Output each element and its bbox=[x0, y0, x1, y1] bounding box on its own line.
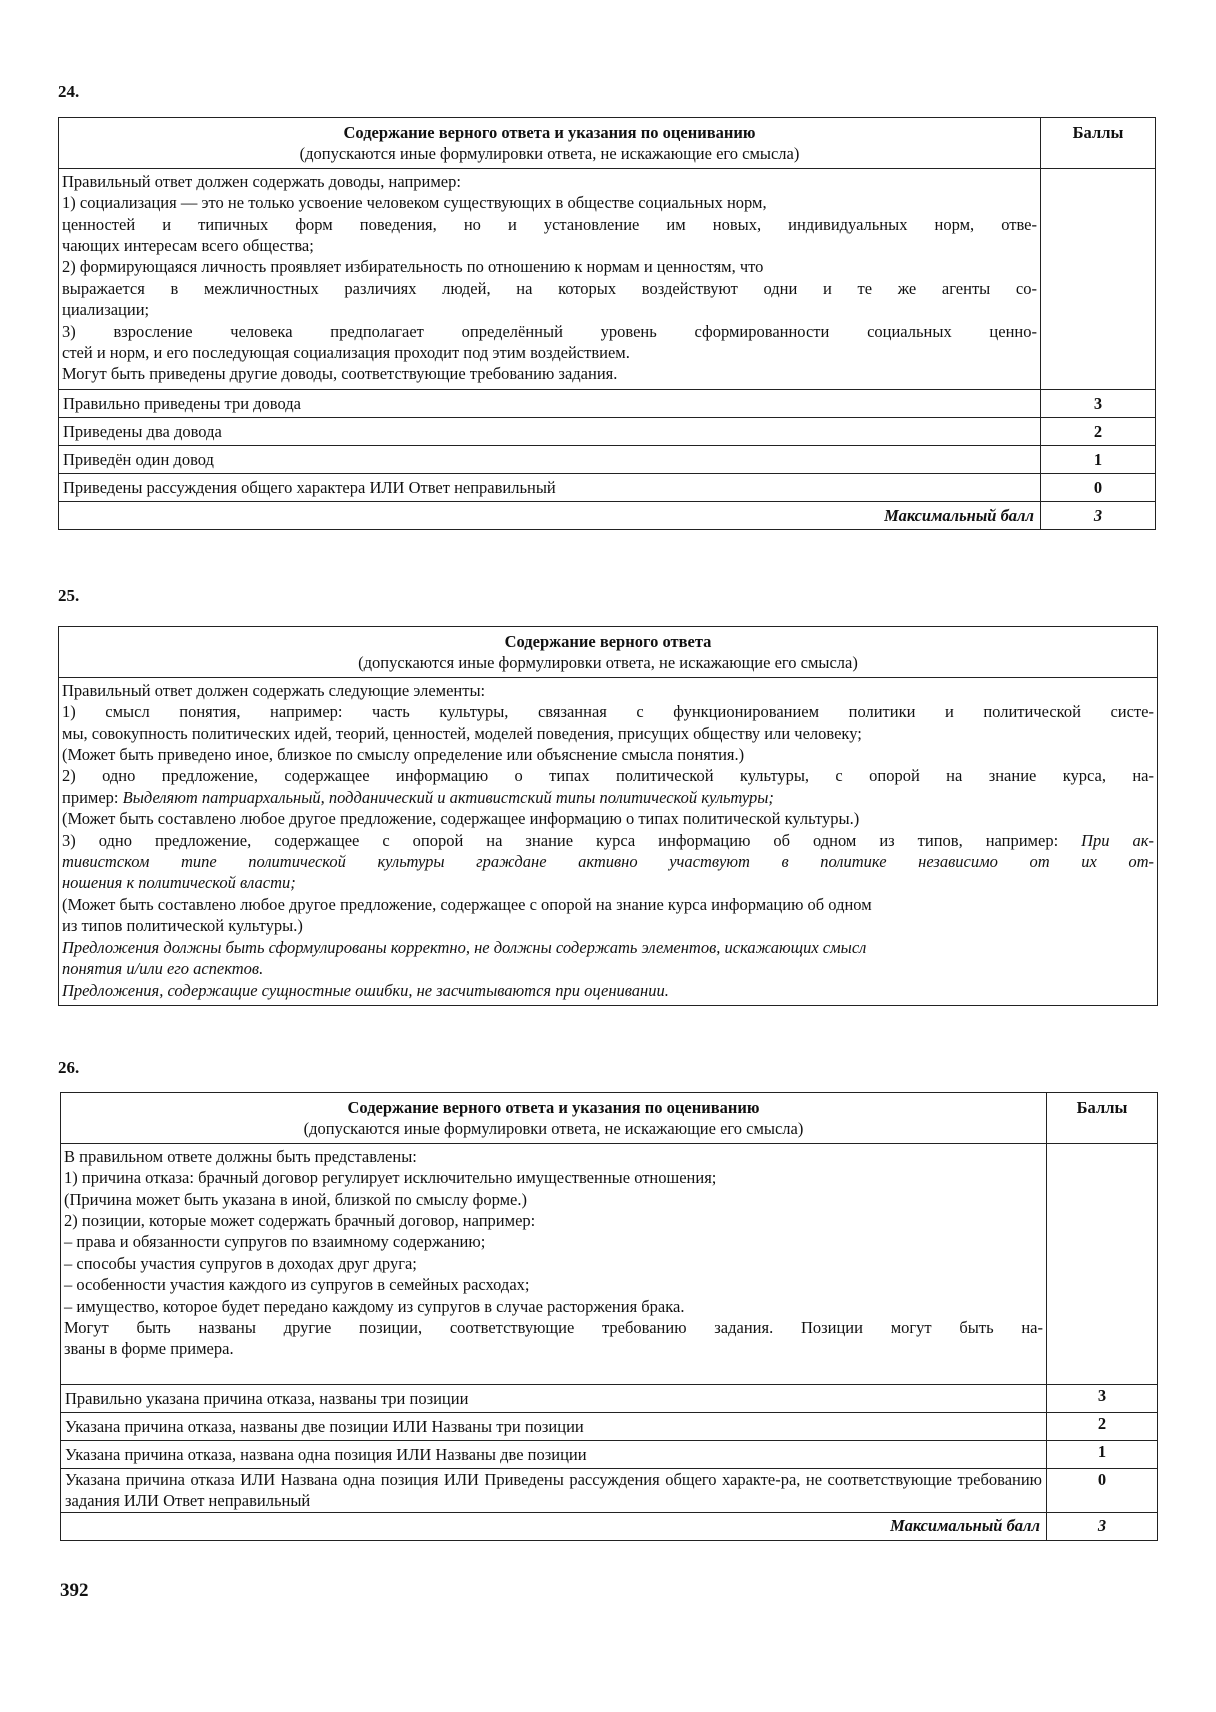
text-line bbox=[62, 723, 1154, 744]
q26-table bbox=[60, 1092, 1158, 1541]
text-line bbox=[62, 958, 1154, 979]
text-line bbox=[62, 915, 1154, 936]
text-line bbox=[62, 363, 1037, 384]
header-title: Содержание верного ответа и указания по оцениванию bbox=[347, 1098, 760, 1117]
score: 2 bbox=[1047, 1412, 1158, 1440]
header-subtitle: (допускаются иные формулировки ответа, не искажающие его смысла) bbox=[299, 144, 800, 164]
header-cell bbox=[59, 627, 1158, 678]
italic-text: Предложения должны быть сформулированы корректно, не должны содержать элементов, искажающих смысл bbox=[62, 937, 867, 957]
text: пример: bbox=[62, 787, 123, 807]
header-cell bbox=[61, 1093, 1047, 1144]
text: 3) одно предложение, содержащее с опорой на знание курса информацию об одном из типов, например: bbox=[62, 830, 1082, 850]
q24-table bbox=[58, 117, 1156, 530]
text-line bbox=[64, 1146, 1043, 1167]
text: Правильный ответ должен содержать следующие элементы: bbox=[62, 680, 486, 700]
text-line bbox=[62, 744, 1154, 765]
text: 1) смысл понятия, например: часть культуры, связанная с функционированием политики и политической систе- bbox=[62, 702, 1154, 722]
header-title: Содержание верного ответа и указания по оцениванию bbox=[343, 123, 756, 142]
text: Могут быть названы другие позиции, соответствующие требованию задания. Позиции могут быть на- bbox=[64, 1318, 1043, 1338]
question-number: 24. bbox=[58, 82, 80, 101]
text: мы, совокупность политических идей, теорий, ценностей, моделей поведения, присущих обществу или человеку; bbox=[62, 723, 862, 743]
text: (Может быть составлено любое другое предложение, содержащее с опорой на знание курса информацию об одном bbox=[62, 894, 872, 914]
text: 1) социализация — это не только усвоение человеком существующих в обществе социальных норм, bbox=[62, 193, 767, 213]
text: 3) взросление человека предполагает определённый уровень сформированности социальных ценно- bbox=[62, 321, 1037, 341]
criterion: Указана причина отказа, названа одна позиция ИЛИ Названы две позиции bbox=[61, 1440, 1047, 1468]
text: (Может быть приведено иное, близкое по смыслу определение или объяснение смысла понятия.) bbox=[62, 745, 745, 765]
text: (Причина может быть указана в иной, близкой по смыслу форме.) bbox=[64, 1189, 527, 1209]
text-line bbox=[62, 192, 1037, 213]
text: из типов политической культуры.) bbox=[62, 916, 303, 936]
text-line bbox=[64, 1274, 1043, 1295]
text: В правильном ответе должны быть представлены: bbox=[64, 1146, 417, 1166]
italic-text: ношения к политической власти; bbox=[62, 873, 296, 893]
text-line bbox=[62, 214, 1037, 235]
text-line bbox=[62, 256, 1037, 277]
text: Правильный ответ должен содержать доводы, например: bbox=[62, 171, 461, 191]
text-line bbox=[64, 1231, 1043, 1252]
text: – права и обязанности супругов по взаимному содержанию; bbox=[64, 1232, 486, 1252]
text-line bbox=[62, 808, 1154, 829]
question-number: 25. bbox=[58, 586, 80, 605]
text: выражается в межличностных различиях людей, на которых воздействуют одни и те же агенты со- bbox=[62, 278, 1037, 298]
score: 3 bbox=[1041, 389, 1156, 417]
text-line bbox=[64, 1253, 1043, 1274]
answer-content bbox=[61, 1143, 1047, 1384]
header-cell bbox=[59, 118, 1041, 169]
criterion: Приведены два довода bbox=[59, 417, 1041, 445]
score-header: Баллы bbox=[1076, 1098, 1128, 1117]
text: 2) формирующаяся личность проявляет избирательность по отношению к нормам и ценностям, что bbox=[62, 257, 764, 277]
criterion: Указана причина отказа ИЛИ Названа одна позиция ИЛИ Приведены рассуждения общего характе-ра, не соответствующие требованию задания ИЛИ Ответ неправильный bbox=[61, 1468, 1047, 1512]
text-line bbox=[62, 765, 1154, 786]
max-score-value: 3 bbox=[1047, 1512, 1158, 1540]
text-line bbox=[64, 1296, 1043, 1317]
italic-text: понятия и/или его аспектов. bbox=[62, 959, 264, 979]
text-line bbox=[62, 342, 1037, 363]
text: 1) причина отказа: брачный договор регулирует исключительно имущественные отношения; bbox=[64, 1168, 717, 1188]
score: 2 bbox=[1041, 417, 1156, 445]
text: циализации; bbox=[62, 300, 150, 320]
text: званы в форме примера. bbox=[64, 1339, 234, 1359]
criterion: Правильно приведены три довода bbox=[59, 389, 1041, 417]
page-number: 392 bbox=[60, 1580, 89, 1601]
score: 0 bbox=[1047, 1468, 1158, 1512]
score: 1 bbox=[1041, 445, 1156, 473]
text-line bbox=[62, 980, 1154, 1001]
italic-text: Предложения, содержащие сущностные ошибки, не засчитываются при оценивании. bbox=[62, 980, 669, 1000]
italic-text: При ак- bbox=[1081, 830, 1154, 850]
text: чающих интересам всего общества; bbox=[62, 236, 314, 256]
score: 3 bbox=[1047, 1384, 1158, 1412]
header-subtitle: (допускаются иные формулировки ответа, не искажающие его смысла) bbox=[303, 1119, 804, 1139]
text: 2) позиции, которые может содержать брачный договор, например: bbox=[64, 1211, 536, 1231]
text-line bbox=[62, 299, 1037, 320]
text-line bbox=[64, 1189, 1043, 1210]
text: ценностей и типичных форм поведения, но и установление им новых, индивидуальных норм, отве- bbox=[62, 214, 1037, 234]
text-line bbox=[62, 321, 1037, 342]
text: – способы участия супругов в доходах друг друга; bbox=[64, 1253, 417, 1273]
text-line bbox=[62, 830, 1154, 851]
max-score-value: 3 bbox=[1041, 501, 1156, 529]
answer-content bbox=[59, 677, 1158, 1005]
score-header: Баллы bbox=[1072, 123, 1124, 142]
text-line bbox=[62, 872, 1154, 893]
text: – имущество, которое будет передано каждому из супругов в случае расторжения брака. bbox=[64, 1296, 685, 1316]
text-line bbox=[62, 937, 1154, 958]
criterion: Приведены рассуждения общего характера ИЛИ Ответ неправильный bbox=[59, 473, 1041, 501]
criterion: Приведён один довод bbox=[59, 445, 1041, 473]
text-line bbox=[62, 235, 1037, 256]
text: 2) одно предложение, содержащее информацию о типах политической культуры, с опорой на знание курса, на- bbox=[62, 766, 1154, 786]
italic-text: Выделяют патриархальный, подданический и активистский типы политической культуры; bbox=[122, 787, 774, 807]
score: 1 bbox=[1047, 1440, 1158, 1468]
text-line bbox=[62, 680, 1154, 701]
criterion: Правильно указана причина отказа, названы три позиции bbox=[61, 1384, 1047, 1412]
score: 0 bbox=[1041, 473, 1156, 501]
question-number: 26. bbox=[58, 1058, 80, 1077]
header-subtitle: (допускаются иные формулировки ответа, не искажающие его смысла) bbox=[358, 653, 858, 673]
text-line bbox=[64, 1167, 1043, 1188]
criterion: Указана причина отказа, названы две позиции ИЛИ Названы три позиции bbox=[61, 1412, 1047, 1440]
answer-content bbox=[59, 168, 1041, 389]
text: Могут быть приведены другие доводы, соответствующие требованию задания. bbox=[62, 364, 618, 384]
text-line bbox=[62, 701, 1154, 722]
text-line bbox=[62, 278, 1037, 299]
text-line bbox=[64, 1317, 1043, 1338]
text-line bbox=[62, 787, 1154, 808]
text-line bbox=[62, 894, 1154, 915]
text-line bbox=[64, 1210, 1043, 1231]
max-score-label: Максимальный балл bbox=[59, 501, 1041, 529]
header-title: Содержание верного ответа bbox=[504, 632, 712, 651]
q25-table bbox=[58, 626, 1158, 1006]
text: стей и норм, и его последующая социализация проходит под этим воздействием. bbox=[62, 343, 630, 363]
text: (Может быть составлено любое другое предложение, содержащее информацию о типах политической культуры.) bbox=[62, 809, 860, 829]
text-line bbox=[62, 851, 1154, 872]
text-line bbox=[62, 171, 1037, 192]
max-score-label: Максимальный балл bbox=[61, 1512, 1047, 1540]
text-line bbox=[64, 1338, 1043, 1359]
text: – особенности участия каждого из супругов в семейных расходах; bbox=[64, 1275, 530, 1295]
italic-text: тивистском типе политической культуры граждане активно участвуют в политике независимо от их от- bbox=[62, 852, 1154, 872]
